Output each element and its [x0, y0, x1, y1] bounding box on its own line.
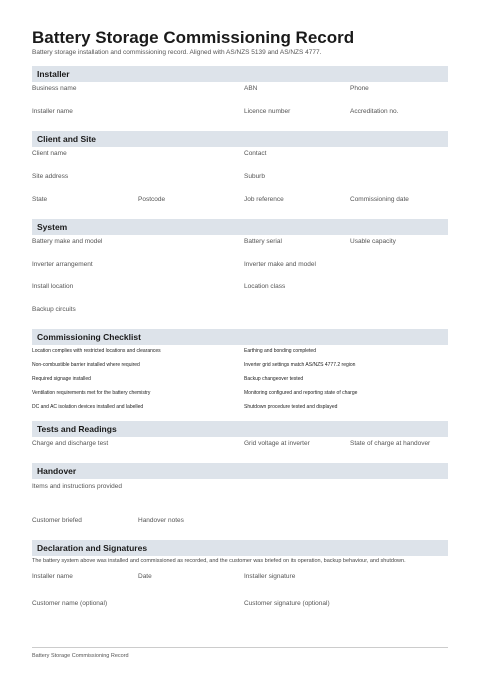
field-accreditation-no[interactable]: Accreditation no.: [350, 108, 399, 115]
field-charge-discharge-test[interactable]: Charge and discharge test: [32, 440, 109, 447]
field-inverter-arrangement[interactable]: Inverter arrangement: [32, 261, 93, 268]
field-suburb[interactable]: Suburb: [244, 173, 265, 180]
field-site-address[interactable]: Site address: [32, 173, 69, 180]
field-business-name[interactable]: Business name: [32, 85, 77, 92]
field-customer-name[interactable]: Customer name (optional): [32, 600, 108, 607]
page-footer: Battery Storage Commissioning Record: [32, 647, 448, 659]
checklist-item[interactable]: Required signage installed: [32, 376, 91, 382]
field-declaration-installer-name[interactable]: Installer name: [32, 573, 73, 580]
checklist-item[interactable]: Earthing and bonding completed: [244, 348, 316, 354]
section-checklist-heading: Commissioning Checklist: [32, 329, 448, 345]
field-commissioning-date[interactable]: Commissioning date: [350, 196, 409, 203]
field-phone[interactable]: Phone: [350, 85, 369, 92]
field-state[interactable]: State: [32, 196, 48, 203]
section-system-heading: System: [32, 219, 448, 235]
field-battery-make-model[interactable]: Battery make and model: [32, 238, 103, 245]
checklist-item[interactable]: Monitoring configured and reporting state of charge: [244, 390, 358, 396]
field-battery-serial[interactable]: Battery serial: [244, 238, 282, 245]
checklist-item[interactable]: Ventilation requirements met for the battery chemistry: [32, 390, 151, 396]
field-client-name[interactable]: Client name: [32, 150, 67, 157]
field-customer-briefed[interactable]: Customer briefed: [32, 517, 82, 524]
section-installer-heading: Installer: [32, 66, 448, 82]
field-install-location[interactable]: Install location: [32, 283, 74, 290]
section-tests-heading: Tests and Readings: [32, 421, 448, 437]
section-handover-heading: Handover: [32, 463, 448, 479]
checklist-item[interactable]: DC and AC isolation devices installed and labelled: [32, 404, 144, 410]
section-declaration-heading: Declaration and Signatures: [32, 540, 448, 556]
field-declaration-date[interactable]: Date: [138, 573, 152, 580]
section-client-site-heading: Client and Site: [32, 131, 448, 147]
field-grid-voltage[interactable]: Grid voltage at inverter: [244, 440, 310, 447]
page-subtitle: Battery storage installation and commissioning record. Aligned with AS/NZS 5139 and AS/NZS 4777.: [32, 49, 322, 56]
declaration-text: The battery system above was installed and commissioned as recorded, and the customer was briefed on its operation, backup behaviour, and shutdown.: [32, 558, 406, 564]
field-backup-circuits[interactable]: Backup circuits: [32, 306, 76, 313]
checklist-item[interactable]: Shutdown procedure tested and displayed: [244, 404, 338, 410]
field-items-provided[interactable]: Items and instructions provided: [32, 483, 122, 490]
field-installer-signature[interactable]: Installer signature: [244, 573, 296, 580]
field-state-of-charge[interactable]: State of charge at handover: [350, 440, 431, 447]
checklist-item[interactable]: Backup changeover tested: [244, 376, 304, 382]
field-location-class[interactable]: Location class: [244, 283, 286, 290]
page-title: Battery Storage Commissioning Record: [32, 28, 355, 47]
field-postcode[interactable]: Postcode: [138, 196, 166, 203]
field-abn[interactable]: ABN: [244, 85, 258, 92]
field-job-reference[interactable]: Job reference: [244, 196, 284, 203]
field-inverter-make-model[interactable]: Inverter make and model: [244, 261, 316, 268]
checklist-item[interactable]: Non-combustible barrier installed where required: [32, 362, 140, 368]
field-handover-notes[interactable]: Handover notes: [138, 517, 184, 524]
field-contact[interactable]: Contact: [244, 150, 267, 157]
field-usable-capacity[interactable]: Usable capacity: [350, 238, 396, 245]
field-customer-signature[interactable]: Customer signature (optional): [244, 600, 330, 607]
field-licence-number[interactable]: Licence number: [244, 108, 291, 115]
field-installer-name[interactable]: Installer name: [32, 108, 73, 115]
checklist-item[interactable]: Location complies with restricted locations and clearances: [32, 348, 161, 354]
checklist-item[interactable]: Inverter grid settings match AS/NZS 4777.2 region: [244, 362, 356, 368]
